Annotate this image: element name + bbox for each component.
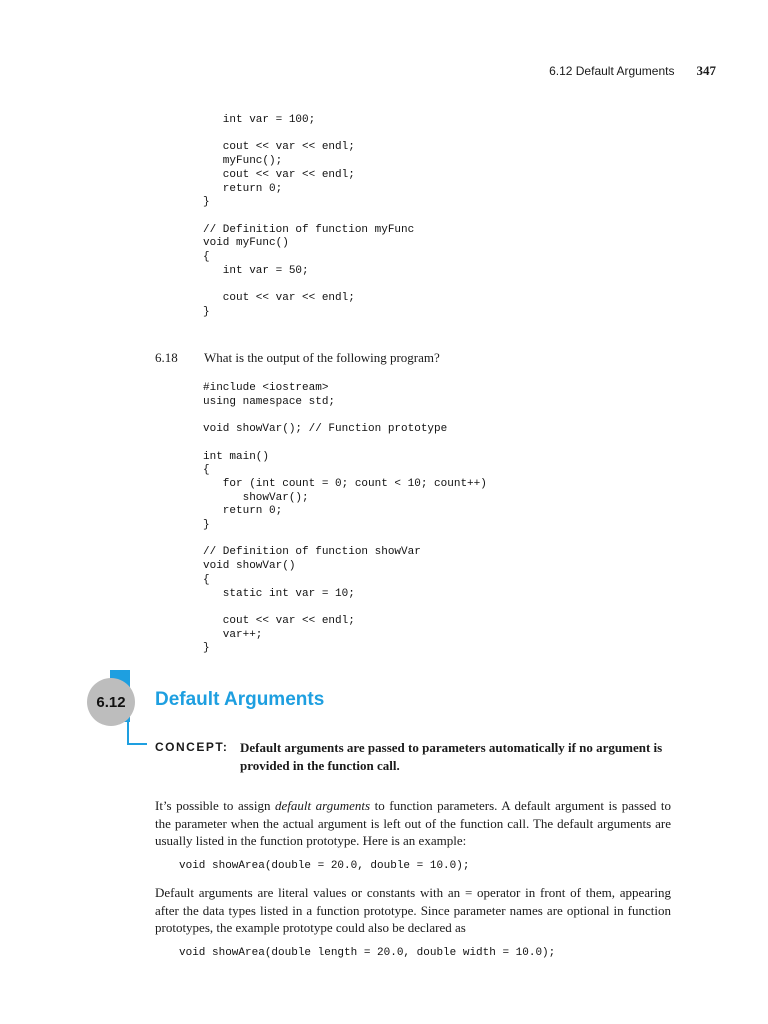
- code-block-showvar: #include <iostream> using namespace std; void showVar(); // Function prototype int main() { for (int count = 0; count < 10; count++) showVar(); return 0; } // Definition of function showVar void showVar() { static int var = 10; cout << var << endl; var++; }: [203, 382, 487, 655]
- question-number: 6.18: [155, 350, 178, 365]
- concept-label: CONCEPT:: [155, 740, 229, 754]
- para1-after: to function parameters. A default argument is passed to the parameter when the actual argument is left out of the function call. The default arguments are usually listed in the function prototype. Here is an example:: [155, 798, 672, 848]
- page-number: 347: [696, 63, 716, 78]
- header-section: 6.12 Default Arguments: [549, 64, 675, 78]
- section-number: 6.12: [96, 693, 126, 711]
- code-block-myfunc: int var = 100; cout << var << endl; myFunc(); cout << var << endl; return 0; } // Definition of function myFunc void myFunc() { int var = 50; cout << var << endl; }: [203, 114, 415, 318]
- code-example-named-prototype: void showArea(double length = 20.0, double width = 10.0);: [179, 947, 556, 959]
- para1-emphasis: default arguments: [275, 798, 371, 813]
- section-title: Default Arguments: [155, 689, 325, 710]
- question-text: What is the output of the following program?: [204, 350, 440, 365]
- code-example-prototype: void showArea(double = 20.0, double = 10.0);: [179, 860, 470, 872]
- concept-text: Default arguments are passed to parameters automatically if no argument is provided in the function call.: [240, 740, 663, 773]
- para1-before: It’s possible to assign: [155, 798, 276, 813]
- section-tab-line-horizontal: [127, 743, 147, 745]
- section-number-badge: [87, 678, 135, 726]
- paragraph-default-args: [155, 797, 671, 850]
- section-tab-line: [127, 720, 129, 744]
- running-header: [549, 63, 716, 79]
- paragraph-literal-values: Default arguments are literal values or constants with an = operator in front of them, appearing after the data types listed in a function prototype. Since parameter names are optional in function prototypes, the example prototype could also be declared as: [155, 885, 671, 935]
